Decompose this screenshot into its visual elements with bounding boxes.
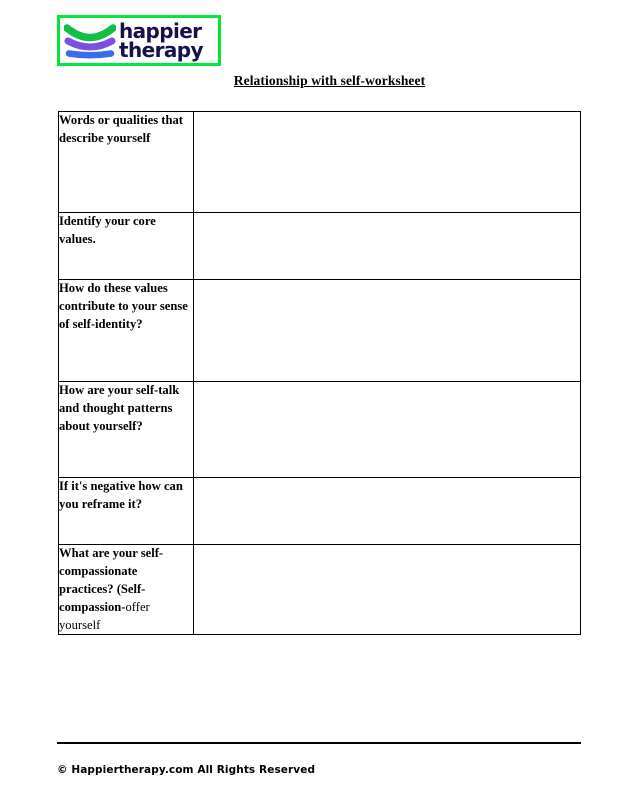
prompt-cell: How are your self-talk and thought patterns about yourself?	[59, 382, 194, 478]
purple-arc-icon	[68, 41, 112, 47]
answer-cell[interactable]	[194, 112, 581, 213]
green-arc-icon	[67, 28, 113, 38]
prompt-cell: How do these values contribute to your sense of self-identity?	[59, 280, 194, 382]
logo-arcs-icon	[64, 21, 116, 61]
worksheet-table	[58, 111, 581, 635]
page-title: Relationship with self-worksheet	[233, 73, 426, 88]
brand-wordmark-line2: therapy	[119, 37, 203, 62]
table-row	[59, 112, 581, 213]
footer-divider	[57, 742, 581, 744]
table-row	[59, 213, 581, 280]
table-row	[59, 545, 581, 635]
prompt-cell: Identify your core values.	[59, 213, 194, 280]
prompt-cell: If it's negative how can you reframe it?	[59, 478, 194, 545]
blue-arc-icon	[69, 53, 111, 55]
answer-cell[interactable]	[194, 213, 581, 280]
table-row	[59, 280, 581, 382]
prompt-cell: Words or qualities that describe yourself	[59, 112, 194, 213]
prompt-text: What are your self-compassionate practices? (Self-compassion-	[59, 546, 164, 614]
answer-cell[interactable]	[194, 545, 581, 635]
brand-logo	[57, 15, 221, 66]
brand-wordmark-line1: happier	[119, 19, 202, 44]
answer-cell[interactable]	[194, 280, 581, 382]
answer-cell[interactable]	[194, 478, 581, 545]
table-row	[59, 382, 581, 478]
footer-copyright: © Happiertherapy.com All Rights Reserved	[57, 764, 316, 776]
brand-wordmark	[119, 19, 203, 62]
answer-cell[interactable]	[194, 382, 581, 478]
prompt-cell	[59, 545, 194, 635]
prompt-text-tail: offer yourself	[59, 599, 150, 632]
table-row	[59, 478, 581, 545]
